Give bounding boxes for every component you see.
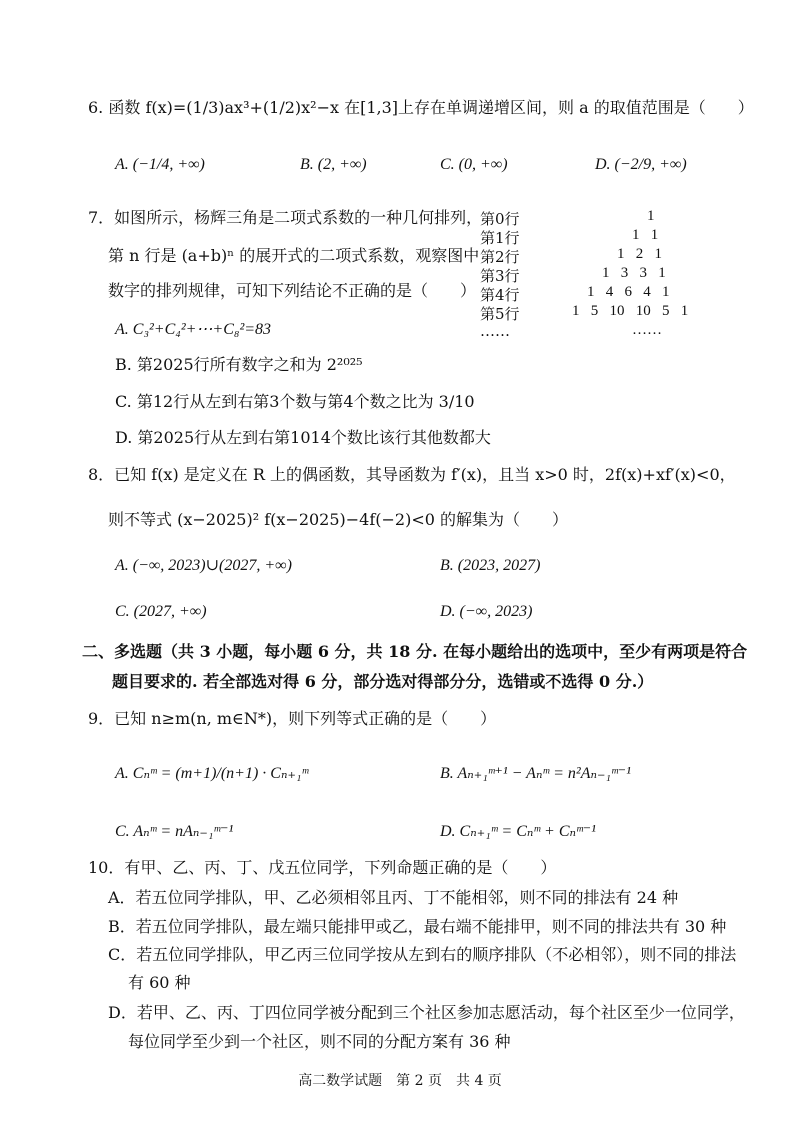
triangle-row-label: 第4行 (480, 286, 520, 304)
triangle-row-label: 第5行 (480, 305, 520, 323)
q7-stem-line-2: 第 n 行是 (a+b)ⁿ 的展开式的二项式系数，观察图中 (108, 246, 480, 265)
q8-option-d: D. (−∞, 2023) (440, 603, 533, 620)
q7-stem-line-1: 7．如图所示，杨辉三角是二项式系数的一种几何排列， (88, 208, 483, 227)
triangle-row-values: …… (632, 322, 662, 338)
page-footer: 高二数学试题 第 2 页 共 4 页 (298, 1073, 502, 1089)
q8-stem-line-1: 8．已知 f(x) 是定义在 R 上的偶函数，其导函数为 f′(x)，且当 x>0 时，2f(x)+xf′(x)<0， (88, 465, 736, 484)
q6-option-c: C. (0, +∞) (440, 156, 508, 173)
section2-heading-line-1: 二、多选题（共 3 小题，每小题 6 分，共 18 分. 在每小题给出的选项中，至少有两项是符合 (82, 642, 748, 661)
q10-option-d-cont: 每位同学至少到一个社区，则不同的分配方案有 36 种 (128, 1032, 511, 1051)
q8-option-a: A. (−∞, 2023)∪(2027, +∞) (115, 557, 292, 574)
triangle-row-values: 1 (647, 208, 655, 224)
triangle-row-values: 1 5 10 10 5 1 (572, 303, 689, 319)
q10-option-c: C．若五位同学排队，甲乙丙三位同学按从左到右的顺序排队（不必相邻），则不同的排法 (108, 945, 737, 964)
section2-heading-line-2: 题目要求的. 若全部选对得 6 分，部分选对得部分分，选错或不选得 0 分.） (112, 672, 654, 691)
q6-option-d: D. (−2/9, +∞) (595, 156, 687, 173)
pascal-triangle-figure (480, 208, 730, 343)
q10-option-a: A．若五位同学排队，甲、乙必须相邻且丙、丁不能相邻，则不同的排法有 24 种 (108, 888, 679, 907)
q7-stem-line-3: 数字的排列规律，可知下列结论不正确的是（ ） (108, 281, 477, 300)
q7-option-c: C. 第12行从左到右第3个数与第4个数之比为 3/10 (115, 392, 475, 411)
triangle-row-values: 1 3 3 1 (602, 265, 666, 281)
triangle-row-label: 第0行 (480, 210, 520, 228)
q9-option-c: C. Aₙᵐ = nAₙ₋₁ᵐ⁻¹ (115, 823, 234, 840)
q9-stem: 9．已知 n≥m(n, m∈N*)，则下列等式正确的是（ ） (88, 709, 497, 728)
q7-option-d: D. 第2025行从左到右第1014个数比该行其他数都大 (115, 428, 491, 447)
q10-option-c-cont: 有 60 种 (128, 973, 191, 992)
triangle-row-label: 第2行 (480, 248, 520, 266)
q10-option-d: D．若甲、乙、丙、丁四位同学被分配到三个社区参加志愿活动，每个社区至少一位同学， (108, 1003, 745, 1022)
q7-option-a: A. C₃²+C₄²+⋯+C₈²=83 (115, 321, 272, 338)
triangle-row-values: 1 1 (632, 227, 659, 243)
triangle-row-label: 第1行 (480, 229, 520, 247)
triangle-row-values: 1 2 1 (617, 246, 662, 262)
q8-option-c: C. (2027, +∞) (115, 603, 207, 620)
triangle-row-label: …… (480, 322, 510, 340)
q6-option-b: B. (2, +∞) (300, 156, 367, 173)
q7-option-b: B. 第2025行所有数字之和为 2²⁰²⁵ (115, 355, 363, 374)
q10-stem: 10．有甲、乙、丙、丁、戊五位同学，下列命题正确的是（ ） (88, 858, 557, 877)
q9-option-d: D. Cₙ₊₁ᵐ = Cₙᵐ + Cₙᵐ⁻¹ (440, 823, 596, 840)
q8-option-b: B. (2023, 2027) (440, 557, 541, 574)
triangle-row-label: 第3行 (480, 267, 520, 285)
q9-option-a: A. Cₙᵐ = (m+1)/(n+1) · Cₙ₊₁ᵐ (115, 765, 309, 782)
q9-option-b: B. Aₙ₊₁ᵐ⁺¹ − Aₙᵐ = n²Aₙ₋₁ᵐ⁻¹ (440, 765, 631, 782)
q10-option-b: B．若五位同学排队，最左端只能排甲或乙，最右端不能排甲，则不同的排法共有 30 种 (108, 917, 727, 936)
q8-stem-line-2: 则不等式 (x−2025)² f(x−2025)−4f(−2)<0 的解集为（ ） (108, 510, 569, 529)
q6-stem: 6. 函数 f(x)=(1/3)ax³+(1/2)x²−x 在[1,3]上存在单调递增区间，则 a 的取值范围是（ ） (88, 98, 754, 117)
q6-option-a: A. (−1/4, +∞) (115, 156, 205, 173)
triangle-row-values: 1 4 6 4 1 (587, 284, 670, 300)
